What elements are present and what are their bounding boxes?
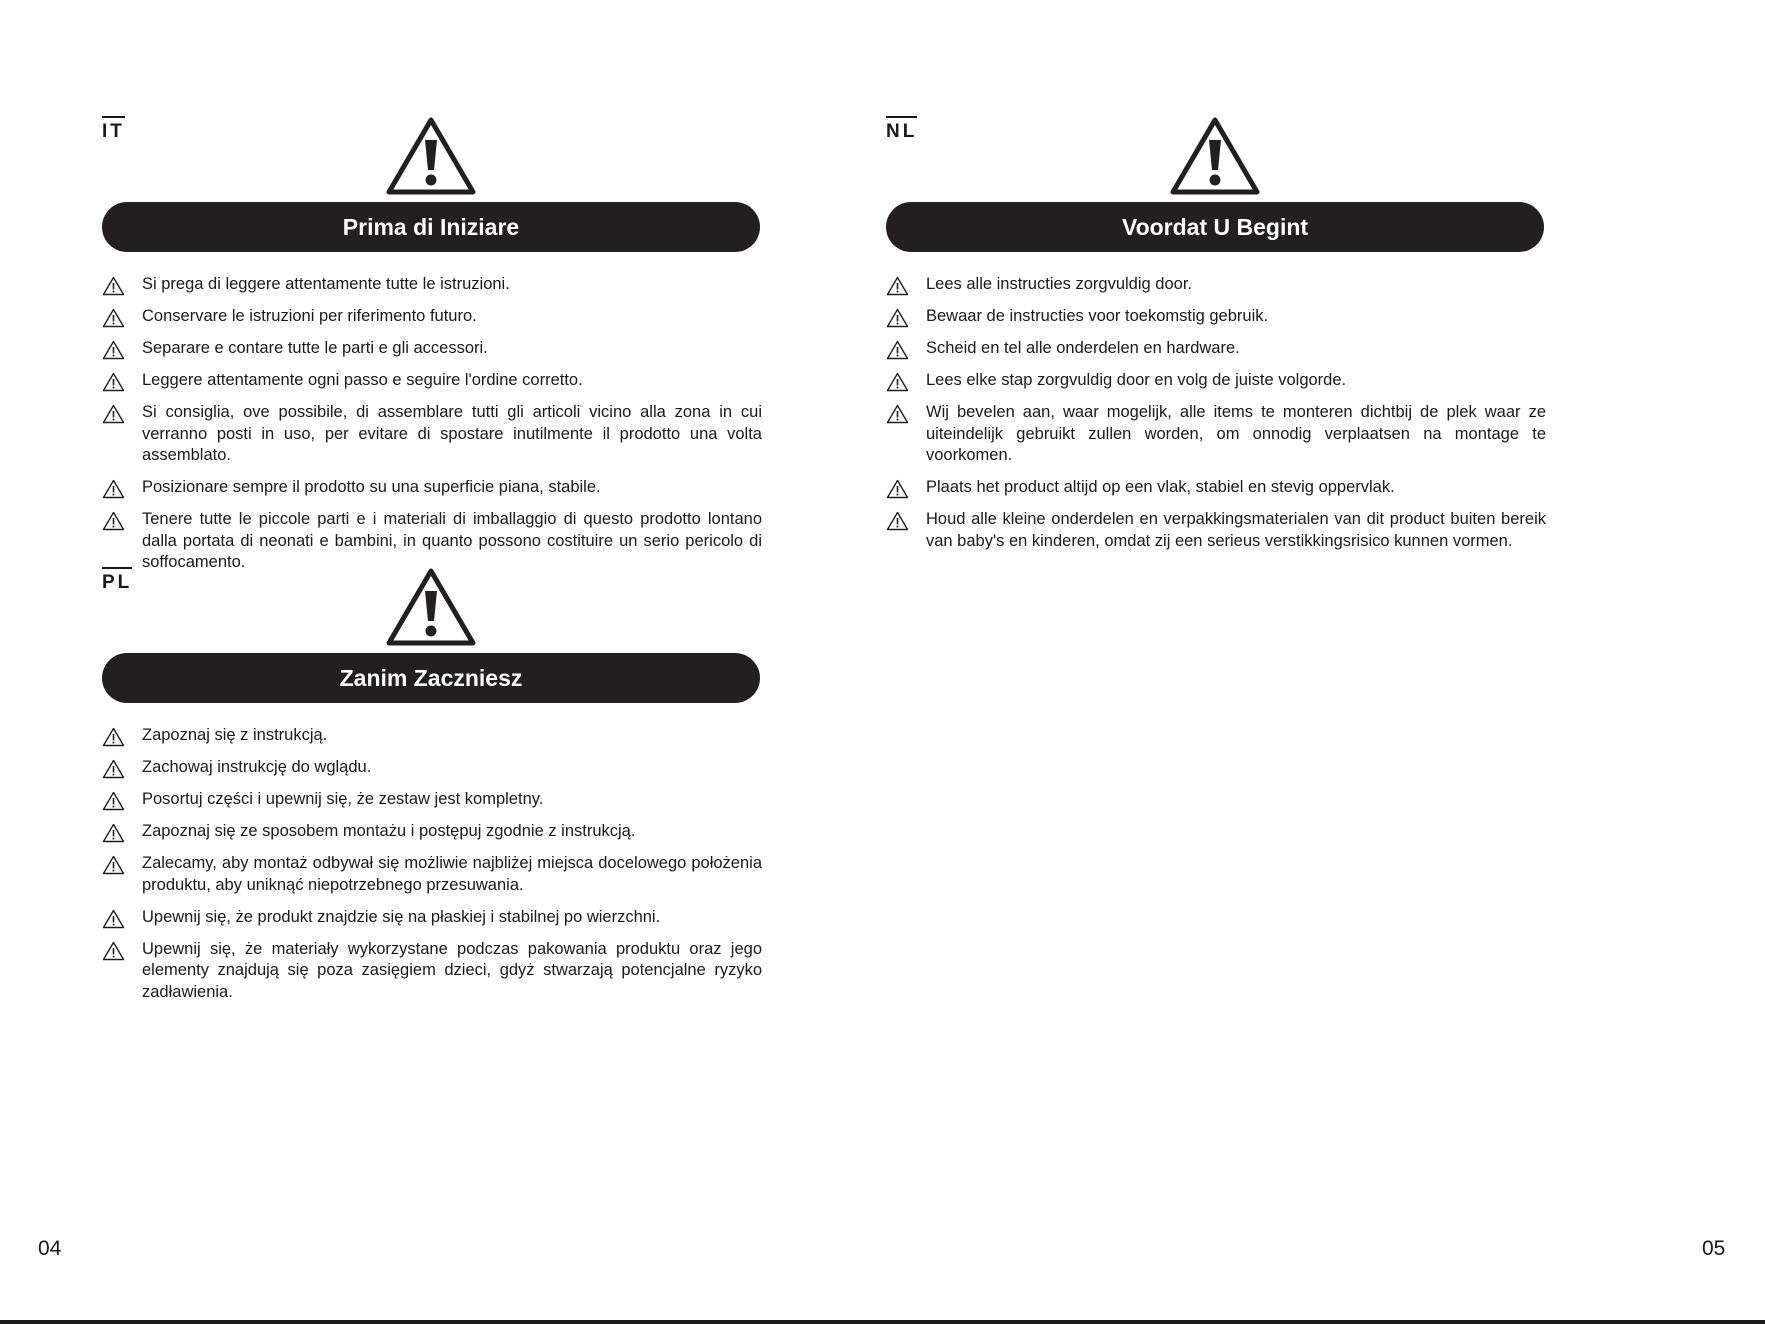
- warning-triangle-small-icon: [102, 404, 125, 424]
- list-item-text: Bewaar de instructies voor toekomstig gebruik.: [926, 307, 1269, 325]
- warning-triangle-small-icon: [886, 479, 909, 499]
- list-item: [102, 274, 762, 296]
- list-item: [886, 402, 1546, 467]
- list-item-text: Conservare le istruzioni per riferimento futuro.: [142, 307, 477, 325]
- warning-triangle-small-icon: [102, 941, 125, 961]
- list-item: [102, 789, 762, 811]
- list-item: [886, 306, 1546, 328]
- list-item-text: Zapoznaj się ze sposobem montażu i postępuj zgodnie z instrukcją.: [142, 822, 636, 840]
- warning-triangle-small-icon: [886, 511, 909, 531]
- list-item: [102, 907, 762, 929]
- list-item: [886, 509, 1546, 552]
- section-title-pl: Zanim Zaczniesz: [102, 653, 760, 703]
- list-item-text: Plaats het product altijd op een vlak, stabiel en stevig oppervlak.: [926, 478, 1395, 496]
- list-item: [102, 306, 762, 328]
- warning-triangle-small-icon: [102, 855, 125, 875]
- instruction-list-pl: [102, 725, 762, 1014]
- list-item: [102, 725, 762, 747]
- warning-triangle-icon: [1169, 116, 1261, 196]
- list-item-text: Posortuj części i upewnij się, że zestaw jest kompletny.: [142, 790, 544, 808]
- instruction-list-it: [102, 274, 762, 584]
- list-item-text: Posizionare sempre il prodotto su una superficie piana, stabile.: [142, 478, 601, 496]
- list-item: [886, 477, 1546, 499]
- list-item: [102, 509, 762, 574]
- list-item-text: Houd alle kleine onderdelen en verpakkingsmaterialen van dit product buiten bereik van baby's en kinderen, omdat zij een serieus verstikkingsrisico kunnen vormen.: [926, 510, 1546, 550]
- list-item: [886, 274, 1546, 296]
- bottom-border: [0, 1320, 1765, 1324]
- list-item-text: Si consiglia, ove possibile, di assemblare tutti gli articoli vicino alla zona in cui verranno posti in uso, per evitare di spostare inutilmente il prodotto una volta assemblato.: [142, 403, 762, 464]
- list-item-text: Si prega di leggere attentamente tutte le istruzioni.: [142, 275, 510, 293]
- warning-triangle-small-icon: [102, 791, 125, 811]
- list-item: [886, 370, 1546, 392]
- warning-triangle-small-icon: [102, 340, 125, 360]
- warning-triangle-small-icon: [886, 404, 909, 424]
- list-item: [102, 853, 762, 896]
- list-item-text: Wij bevelen aan, waar mogelijk, alle items te monteren dichtbij de plek waar ze uiteindelijk gebruikt zullen worden, om onnodig verplaatsen na montage te voorkomen.: [926, 403, 1546, 464]
- warning-triangle-small-icon: [102, 372, 125, 392]
- list-item-text: Lees alle instructies zorgvuldig door.: [926, 275, 1192, 293]
- list-item: [102, 757, 762, 779]
- list-item: [102, 821, 762, 843]
- warning-triangle-small-icon: [102, 759, 125, 779]
- language-code-pl: PL: [102, 567, 132, 593]
- language-code-nl: NL: [886, 116, 917, 142]
- list-item-text: Scheid en tel alle onderdelen en hardware.: [926, 339, 1240, 357]
- list-item: [102, 338, 762, 360]
- list-item: [102, 477, 762, 499]
- list-item-text: Lees elke stap zorgvuldig door en volg de juiste volgorde.: [926, 371, 1347, 389]
- list-item-text: Upewnij się, że produkt znajdzie się na płaskiej i stabilnej po wierzchni.: [142, 907, 661, 926]
- warning-triangle-small-icon: [886, 308, 909, 328]
- list-item: [102, 370, 762, 392]
- list-item-text: Zachowaj instrukcję do wglądu.: [142, 758, 372, 776]
- warning-triangle-small-icon: [886, 340, 909, 360]
- warning-triangle-small-icon: [102, 511, 125, 531]
- language-code-it: IT: [102, 116, 125, 142]
- warning-triangle-icon: [385, 116, 477, 196]
- warning-triangle-icon: [385, 567, 477, 647]
- list-item: [886, 338, 1546, 360]
- warning-triangle-small-icon: [886, 276, 909, 296]
- list-item: [102, 939, 762, 1004]
- warning-triangle-small-icon: [102, 727, 125, 747]
- section-title-nl: Voordat U Begint: [886, 202, 1544, 252]
- warning-triangle-small-icon: [102, 308, 125, 328]
- page-number-left: 04: [38, 1237, 62, 1260]
- list-item-text: Separare e contare tutte le parti e gli accessori.: [142, 339, 488, 357]
- warning-triangle-small-icon: [102, 276, 125, 296]
- warning-triangle-small-icon: [886, 372, 909, 392]
- list-item-text: Tenere tutte le piccole parti e i materiali di imballaggio di questo prodotto lontano dalla portata di neonati e bambini, in quanto possono costituire un serio pericolo di soffocamento.: [142, 510, 762, 571]
- instruction-list-nl: [886, 274, 1546, 563]
- page-number-right: 05: [1702, 1237, 1726, 1260]
- warning-triangle-small-icon: [102, 479, 125, 499]
- list-item-text: Upewnij się, że materiały wykorzystane podczas pakowania produktu oraz jego elementy znajdują się poza zasięgiem dzieci, gdyż stwarzają potencjalne ryzyko zadławienia.: [142, 939, 762, 1001]
- warning-triangle-small-icon: [102, 823, 125, 843]
- warning-triangle-small-icon: [102, 909, 125, 929]
- list-item-text: Zapoznaj się z instrukcją.: [142, 726, 328, 744]
- list-item-text: Zalecamy, aby montaż odbywał się możliwie najbliżej miejsca docelowego położenia produktu, aby uniknąć niepotrzebnego przesuwania.: [142, 854, 762, 894]
- section-title-it: Prima di Iniziare: [102, 202, 760, 252]
- list-item: [102, 402, 762, 467]
- list-item-text: Leggere attentamente ogni passo e seguire l'ordine corretto.: [142, 371, 583, 389]
